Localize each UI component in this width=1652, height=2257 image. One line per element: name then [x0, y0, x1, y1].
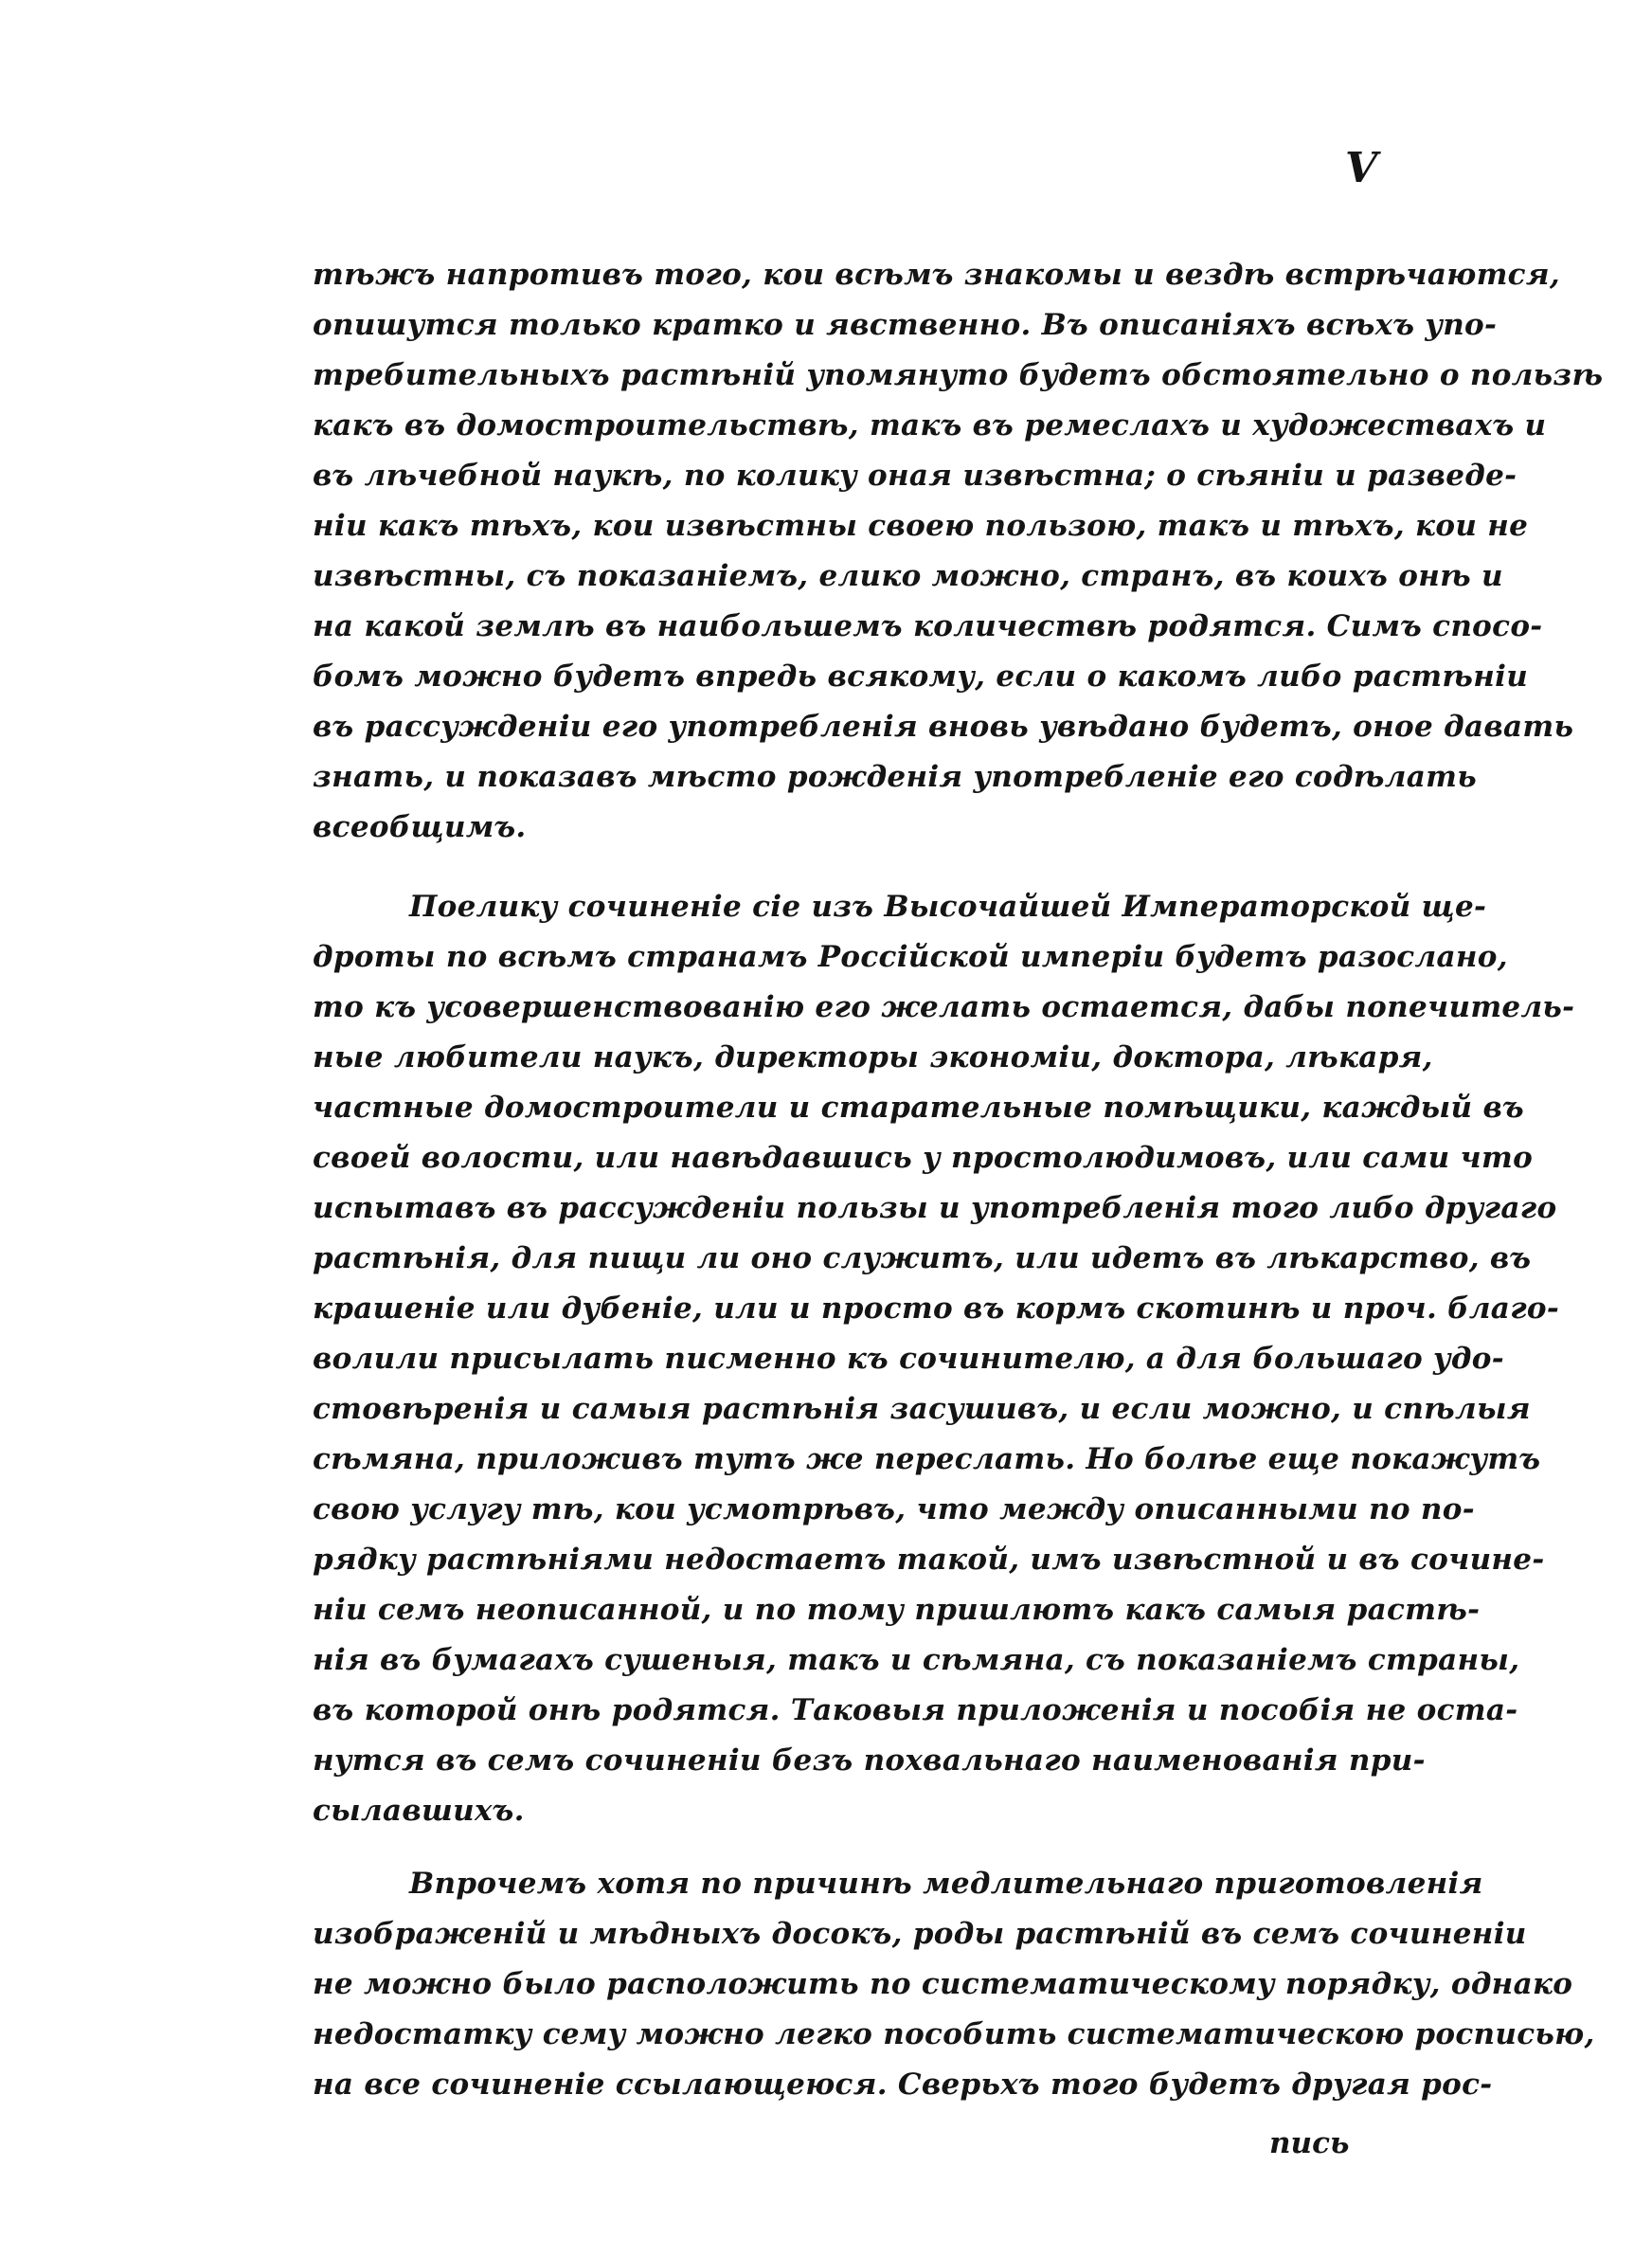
text-line: дроты по всѣмъ странамъ Россійской имперіи будетъ разослано,	[313, 940, 1508, 974]
text-line: въ лѣчебной наукѣ, по колику оная извѣстна; о сѣяніи и разведе-	[313, 459, 1517, 493]
text-line: своей волости, или навѣдавшись у простолюдимовъ, или сами что	[313, 1141, 1534, 1175]
text-line: въ рассужденіи его употребленія вновь увѣдано будетъ, оное давать	[313, 710, 1574, 744]
text-line: то къ усовершенствованію его желать остается, дабы попечитель-	[313, 990, 1575, 1024]
text-line: сылавшихъ.	[313, 1794, 525, 1828]
text-line: растѣнія, для пищи ли оно служитъ, или идетъ въ лѣкарство, въ	[313, 1241, 1532, 1275]
text-line: Впрочемъ хотя по причинѣ медлительнаго приготовленія	[409, 1867, 1483, 1901]
text-line: не можно было расположить по систематическому порядку, однако	[313, 1967, 1573, 2001]
text-line: опишутся только кратко и явственно. Въ описаніяхъ всѣхъ упо-	[313, 308, 1498, 342]
text-line: въ которой онѣ родятся. Таковыя приложенія и пособія не оста-	[313, 1693, 1518, 1727]
text-line: волили присылать писменно къ сочинителю, а для большаго удо-	[313, 1342, 1504, 1376]
text-line: ные любители наукъ, директоры экономіи, доктора, лѣкаря,	[313, 1040, 1433, 1074]
text-line: свою услугу тѣ, кои усмотрѣвъ, что между описанными по по-	[313, 1492, 1475, 1526]
text-line: ніи семъ неописанной, и по тому пришлютъ какъ самыя растѣ-	[313, 1593, 1481, 1627]
text-line: какъ въ домостроительствѣ, такъ въ ремеслахъ и художествахъ и	[313, 408, 1547, 442]
text-line: частные домостроители и старательные помѣщики, каждый въ	[313, 1091, 1524, 1125]
text-line: тѣжъ напротивъ того, кои всѣмъ знакомы и вездѣ встрѣчаются,	[313, 258, 1560, 292]
text-line: испытавъ въ рассужденіи пользы и употребленія того либо другаго	[313, 1191, 1557, 1225]
text-line: стовѣренія и самыя растѣнія засушивъ, и если можно, и спѣлыя	[313, 1392, 1531, 1426]
text-line: Поелику сочиненіе сіе изъ Высочайшей Императорской ще-	[409, 890, 1487, 924]
text-line: бомъ можно будетъ впредь всякому, если о какомъ либо растѣніи	[313, 659, 1529, 694]
text-line: знать, и показавъ мѣсто рожденія употребленіе его содѣлать	[313, 760, 1477, 794]
text-line: недостатку сему можно легко пособить систематическою росписью,	[313, 2017, 1595, 2051]
catchword: пись	[1269, 2126, 1350, 2160]
text-line: нутся въ семъ сочиненіи безъ похвальнаго наименованія при-	[313, 1743, 1426, 1778]
text-line: на какой землѣ въ наибольшемъ количествѣ родятся. Симъ спосо-	[313, 609, 1543, 643]
text-line: извѣстны, съ показаніемъ, елико можно, странъ, въ коихъ онѣ и	[313, 559, 1503, 593]
text-line: сѣмяна, приложивъ тутъ же переслать. Но болѣе еще покажутъ	[313, 1442, 1541, 1476]
text-line: на все сочиненіе ссылающеюся. Сверьхъ того будетъ другая рос-	[313, 2067, 1493, 2102]
text-line: требительныхъ растѣній упомянуто будетъ обстоятельно о пользѣ	[313, 358, 1604, 392]
text-line: всеобщимъ.	[313, 810, 527, 844]
text-line: ніи какъ тѣхъ, кои извѣстны своею пользою, такъ и тѣхъ, кои не	[313, 509, 1529, 543]
text-line: изображеній и мѣдныхъ досокъ, роды растѣній въ семъ сочиненіи	[313, 1917, 1527, 1951]
text-line: рядку растѣніями недостаетъ такой, имъ извѣстной и въ сочине-	[313, 1543, 1545, 1577]
page-number: V	[1345, 144, 1378, 192]
text-line: нія въ бумагахъ сушеныя, такъ и сѣмяна, съ показаніемъ страны,	[313, 1643, 1520, 1677]
text-line: крашеніе или дубеніе, или и просто въ кормъ скотинѣ и проч. благо-	[313, 1291, 1560, 1326]
